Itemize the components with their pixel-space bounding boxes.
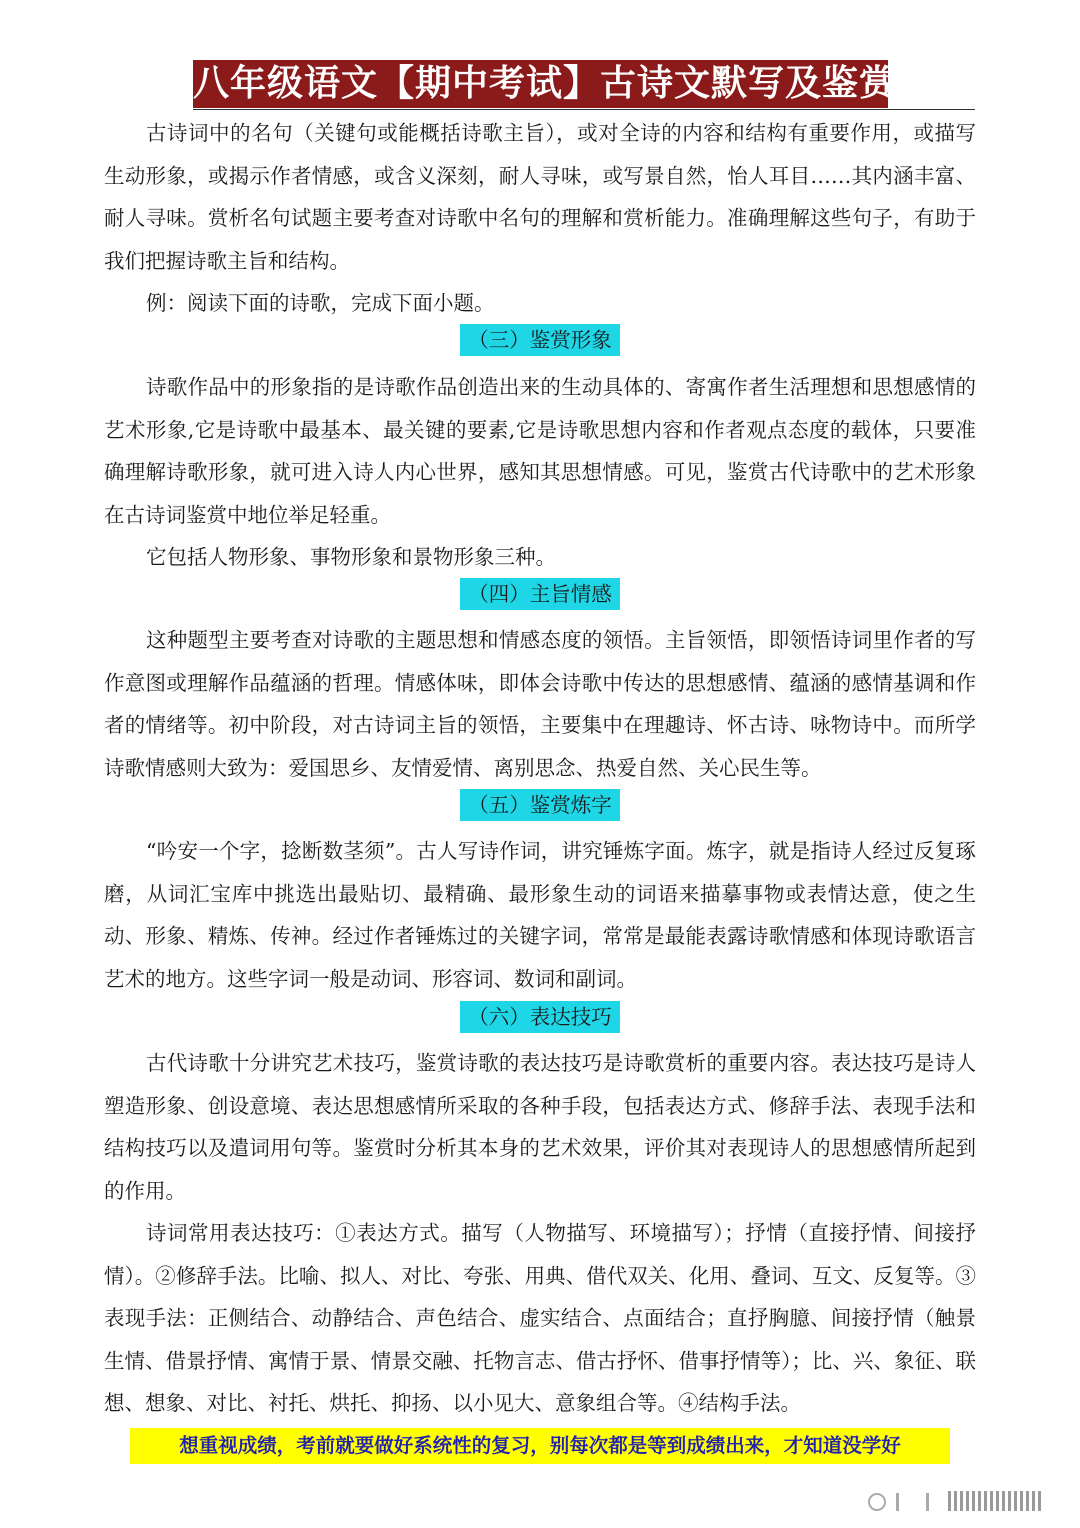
section-jiqiao-paragraph-1: 古代诗歌十分讲究艺术技巧，鉴赏诗歌的表达技巧是诗歌赏析的重要内容。表达技巧是诗人塑造形象、创设意境、表达思想感情所采取的各种手段，包括表达方式、修辞手法、表现手法和结构技巧以及遣词用句等。鉴赏时分析其本身的艺术效果，评价其对表现诗人的思想感情所起到的作用。 [104, 1051, 976, 1203]
section-heading-jiqiao: （六）表达技巧 [460, 1001, 620, 1033]
watermark-circle-icon [868, 1493, 886, 1511]
title-area [0, 60, 1080, 110]
section-heading-wrap [0, 1001, 1080, 1035]
section-heading-wrap [0, 789, 1080, 823]
bottom-banner: 想重视成绩，考前就要做好系统性的复习，别每次都是等到成绩出来，才知道没学好 [130, 1428, 950, 1464]
watermark-barcode-icon [948, 1491, 1058, 1511]
intro-paragraph-2: 例：阅读下面的诗歌，完成下面小题。 [146, 291, 495, 315]
watermark-bar-icon [896, 1493, 899, 1511]
section-heading-wrap [0, 324, 1080, 358]
watermark-bar-icon [926, 1493, 929, 1511]
section-heading-lianzi: （五）鉴赏炼字 [460, 789, 620, 821]
section-jiqiao-paragraph-2: 诗词常用表达技巧：①表达方式。描写（人物描写、环境描写）；抒情（直接抒情、间接抒情）。②修辞手法。比喻、拟人、对比、夸张、用典、借代双关、化用、叠词、互文、反复等。③表现手法：正侧结合、动静结合、声色结合、虚实结合、点面结合；直抒胸臆、间接抒情（触景生情、借景抒情、寓情于景、情景交融、托物言志、借古抒怀、借事抒情等）；比、兴、象征、联想、想象、对比、衬托、烘托、抑扬、以小见大、意象组合等。④结构手法。 [104, 1221, 976, 1415]
section-heading-wrap [0, 578, 1080, 612]
section-heading-xingxiang: （三）鉴赏形象 [460, 324, 620, 356]
page-title: 八年级语文【期中考试】古诗文默写及鉴赏 [193, 60, 888, 108]
intro-paragraph-1: 古诗词中的名句（关键句或能概括诗歌主旨），或对全诗的内容和结构有重要作用，或描写生动形象，或揭示作者情感，或含义深刻，耐人寻味，或写景自然，怡人耳目……其内涵丰富、耐人寻味。赏析名句试题主要考查对诗歌中名句的理解和赏析能力。准确理解这些句子，有助于我们把握诗歌主旨和结构。 [104, 121, 976, 273]
section-xingxiang-paragraph-2: 它包括人物形象、事物形象和景物形象三种。 [146, 545, 556, 569]
section-lianzi-paragraph-1: “吟安一个字，捻断数茎须”。古人写诗作词，讲究锤炼字面。炼字，就是指诗人经过反复琢磨，从词汇宝库中挑选出最贴切、最精确、最形象生动的词语来描摹事物或表情达意，使之生动、形象、精炼、传神。经过作者锤炼过的关键字词，常常是最能表露诗歌情感和体现诗歌语言艺术的地方。这些字词一般是动词、形容词、数词和副词。 [104, 839, 976, 991]
title-underline [193, 109, 975, 110]
section-xingxiang-paragraph-1: 诗歌作品中的形象指的是诗歌作品创造出来的生动具体的、寄寓作者生活理想和思想感情的艺术形象,它是诗歌中最基本、最关键的要素,它是诗歌思想内容和作者观点态度的载体，只要准确理解诗歌形象，就可进入诗人内心世界，感知其思想情感。可见，鉴赏古代诗歌中的艺术形象在古诗词鉴赏中地位举足轻重。 [104, 375, 976, 527]
section-heading-zhuzhi: （四）主旨情感 [460, 578, 620, 610]
section-zhuzhi-paragraph-1: 这种题型主要考查对诗歌的主题思想和情感态度的领悟。主旨领悟，即领悟诗词里作者的写作意图或理解作品蕴涵的哲理。情感体味，即体会诗歌中传达的思想感情、蕴涵的感情基调和作者的情绪等。初中阶段，对古诗词主旨的领悟，主要集中在理趣诗、怀古诗、咏物诗中。而所学诗歌情感则大致为：爱国思乡、友情爱情、离别思念、热爱自然、关心民生等。 [104, 628, 976, 780]
